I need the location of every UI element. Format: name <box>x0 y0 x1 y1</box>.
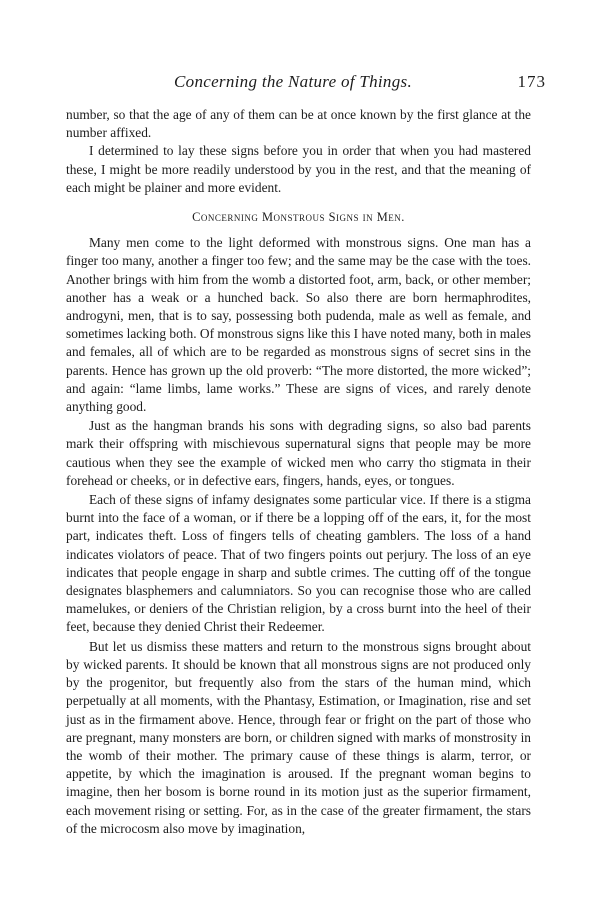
body-text <box>66 106 531 838</box>
paragraph: Just as the hangman brands his sons with degrading signs, so also bad parents mark their offspring with mischievous supernatural signs that people may be more cautious when they see the example of wicked men who carry tho stigmata in their forehead or cheeks, or in defective ears, fingers, hands, eyes, or tongues. <box>66 418 531 488</box>
page-number: 173 <box>517 72 546 91</box>
running-head <box>66 72 546 96</box>
paragraph: I determined to lay these signs before you in order that when you had mastered these, I might be more readily understood by you in the rest, and that the meaning of each might be plainer and more evident. <box>66 143 531 195</box>
paragraph: Many men come to the light deformed with monstrous signs. One man has a finger too many, another a finger too few; and the same may be the case with the toes. Another brings with him from the womb a distorted foot, arm, back, or other member; another has a weak or a hunched back. So also there are born hermaphrodites, androgyni, men, that is to say, possessing both pudenda, male as well as female, and sometimes lacking both. Of monstrous signs like this I have noted many, both in males and females, all of which are to be regarded as monstrous signs of secret sins in the parents. Hence has grown up the old proverb: “The more distorted, the more wicked”; and again: “lame limbs, lame works.” These are signs of vices, and rarely denote anything good. <box>66 235 531 415</box>
section-heading: Concerning Monstrous Signs in Men. <box>192 210 405 225</box>
paragraph-continued: number, so that the age of any of them can be at once known by the first glance at the number affixed. <box>66 107 531 141</box>
paragraph: Each of these signs of infamy designates some particular vice. If there is a stigma burnt into the face of a woman, or if there be a lopping off of the ears, it, for the most part, indicates theft. Loss of fingers tells of cheating gamblers. The loss of a hand indicates violators of peace. That of two fingers points out perjury. The loss of an eye indicates that people engage in sharp and subtle crimes. The cutting off of the tongue designates blasphemers and calumniators. So you can recognise those who are called mamelukes, or deniers of the Christian religion, by a cross burnt into the heel of their feet, because they denied Christ their Redeemer. <box>66 492 531 635</box>
paragraph: But let us dismiss these matters and return to the monstrous signs brought about by wicked parents. It should be known that all monstrous signs are not produced only by the progenitor, but frequently also from the stars of the human mind, which perpetually at all moments, with the Phantasy, Estimation, or Imagination, rise and set just as in the firmament above. Hence, through fear or fright on the part of those who are pregnant, many monsters are born, or children signed with marks of monstrosity in the womb of their mother. The primary cause of these things is alarm, terror, or appetite, by which the imagination is aroused. If the pregnant woman begins to imagine, then her bosom is borne round in its motion just as the superior firmament, each movement rising or setting. For, as in the case of the greater firmament, the stars of the microcosm also move by imagination, <box>66 638 531 836</box>
running-title: Concerning the Nature of Things. <box>174 72 412 91</box>
